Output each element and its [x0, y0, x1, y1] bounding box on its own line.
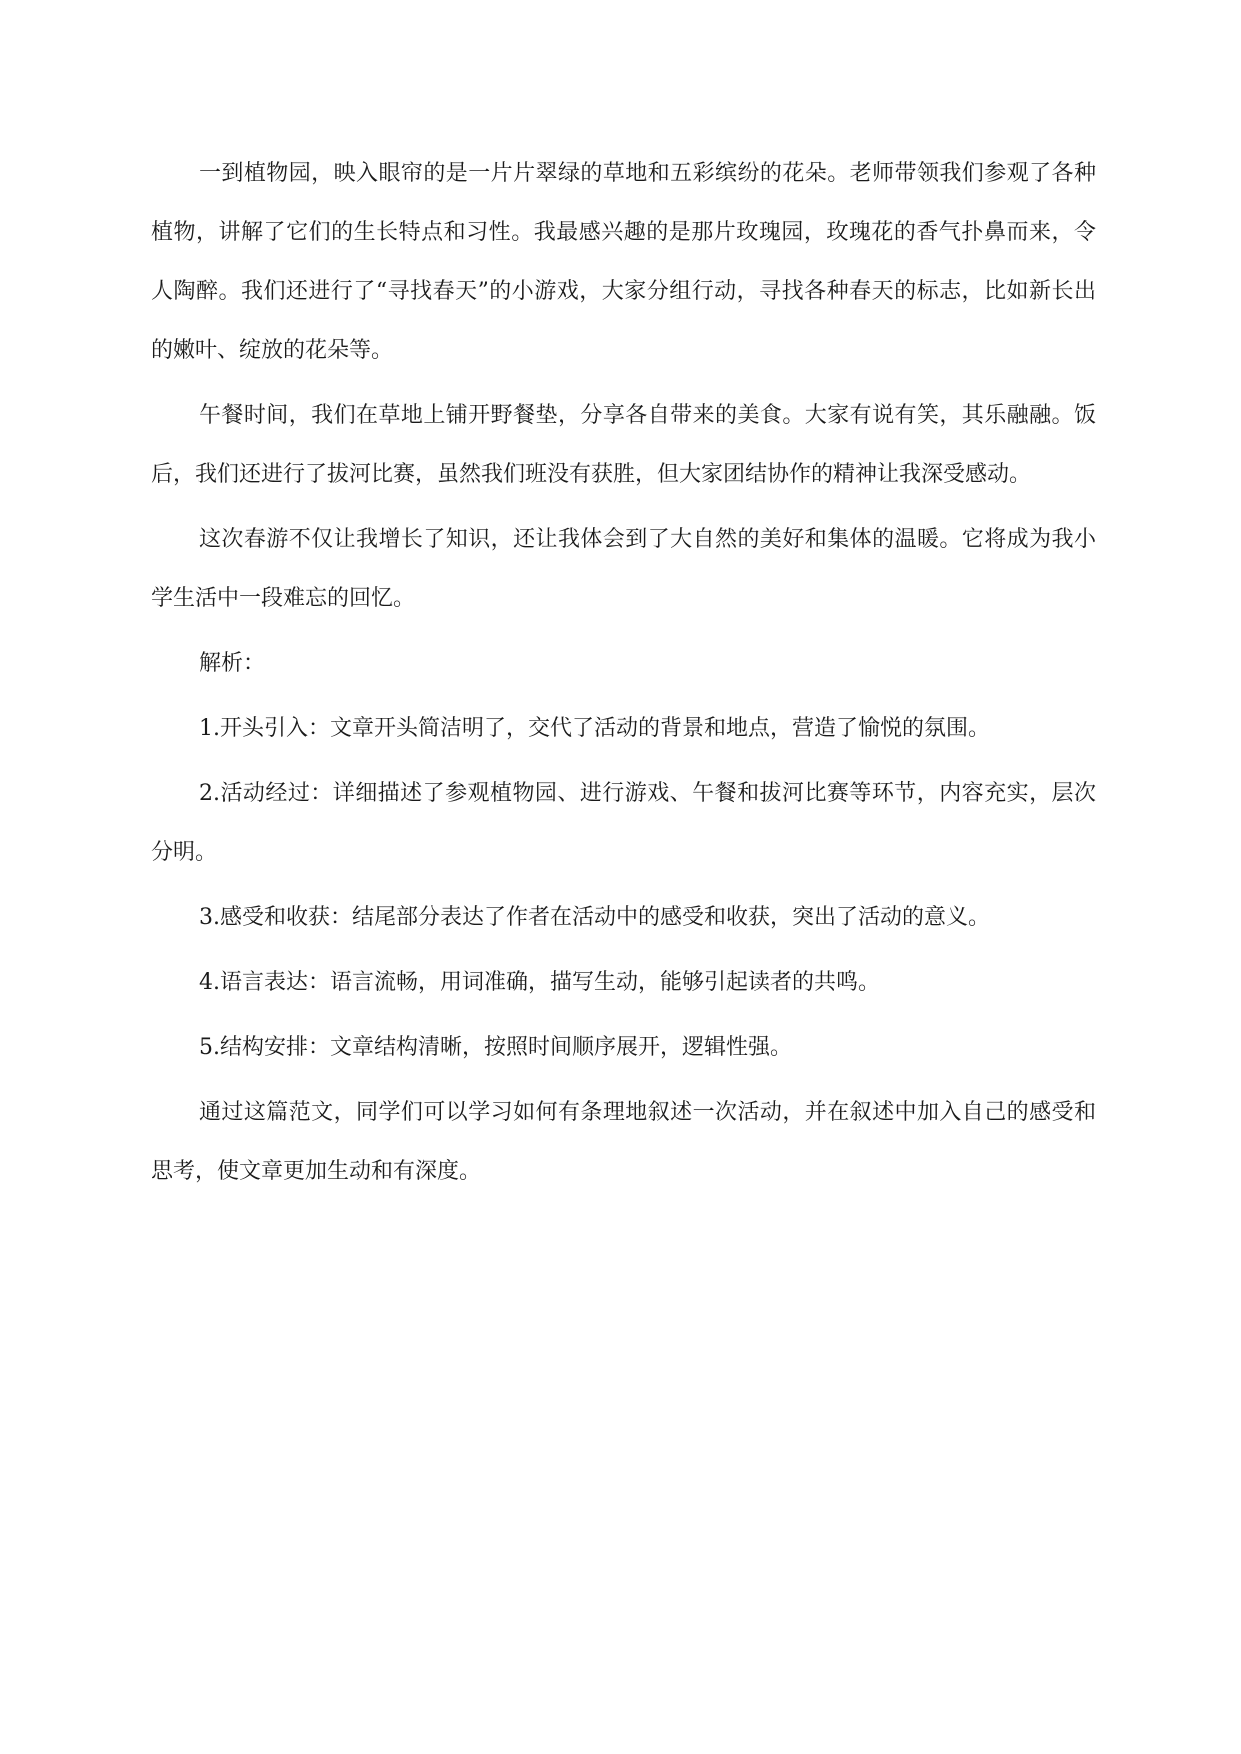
analysis-item-language: 4.语言表达：语言流畅，用词准确，描写生动，能够引起读者的共鸣。 — [199, 970, 880, 995]
paragraph-summary: 通过这篇范文，同学们可以学习如何有条理地叙述一次活动，并在叙述中加入自己的感受和思考，使文章更加生动和有深度。 — [151, 1100, 1096, 1184]
paragraph-conclusion: 这次春游不仅让我增长了知识，还让我体会到了大自然的美好和集体的温暖。它将成为我小学生活中一段难忘的回忆。 — [151, 527, 1096, 611]
analysis-item-structure: 5.结构安排：文章结构清晰，按照时间顺序展开，逻辑性强。 — [199, 1035, 792, 1060]
analysis-item-process: 2.活动经过：详细描述了参观植物园、进行游戏、午餐和拔河比赛等环节，内容充实，层次分明。 — [151, 781, 1096, 865]
analysis-item-opening: 1.开头引入：文章开头简洁明了，交代了活动的背景和地点，营造了愉悦的氛围。 — [199, 716, 990, 741]
paragraph-botanical-garden: 一到植物园，映入眼帘的是一片片翠绿的草地和五彩缤纷的花朵。老师带领我们参观了各种植物，讲解了它们的生长特点和习性。我最感兴趣的是那片玫瑰园，玫瑰花的香气扑鼻而来，令人陶醉。我们还进行了“寻找春天”的小游戏，大家分组行动，寻找各种春天的标志，比如新长出的嫩叶、绽放的花朵等。 — [151, 161, 1096, 363]
analysis-heading: 解析： — [199, 651, 266, 676]
analysis-item-feelings: 3.感受和收获：结尾部分表达了作者在活动中的感受和收获，突出了活动的意义。 — [199, 905, 990, 930]
paragraph-lunch: 午餐时间，我们在草地上铺开野餐垫，分享各自带来的美食。大家有说有笑，其乐融融。饭后，我们还进行了拔河比赛，虽然我们班没有获胜，但大家团结协作的精神让我深受感动。 — [151, 403, 1096, 487]
document-body — [151, 144, 1096, 1207]
